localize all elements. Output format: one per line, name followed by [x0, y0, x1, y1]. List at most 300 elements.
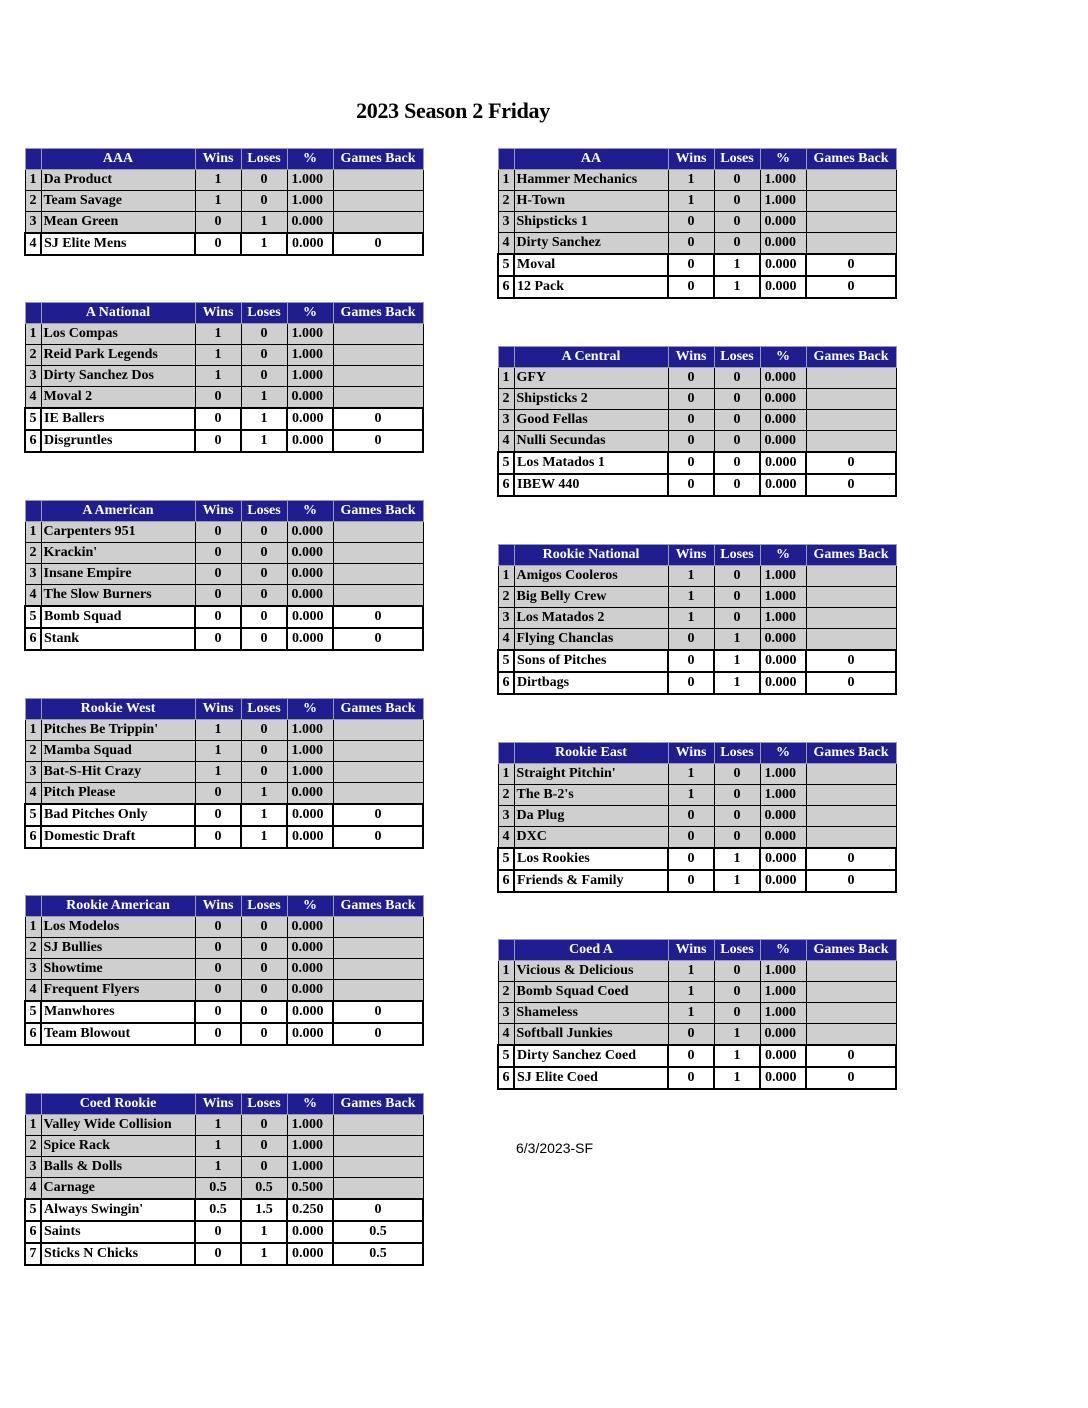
wins-cell: 0	[195, 628, 241, 650]
team-name-cell: Bad Pitches Only	[41, 804, 195, 826]
wins-header: Wins	[195, 149, 241, 170]
table-row	[25, 430, 423, 452]
rank-cell: 4	[25, 233, 41, 255]
team-name-cell: Team Savage	[41, 191, 195, 212]
rank-header	[25, 1094, 41, 1115]
wins-cell: 0	[195, 387, 241, 409]
loses-cell: 0	[241, 720, 287, 741]
table-header-row	[25, 1094, 423, 1115]
games-back-cell: 0	[806, 650, 896, 672]
rank-header	[498, 545, 514, 566]
team-name-cell: Valley Wide Collision	[41, 1115, 195, 1136]
page-title: 2023 Season 2 Friday	[356, 98, 550, 123]
games-back-cell	[333, 543, 423, 564]
wins-cell: 0	[668, 389, 714, 410]
wins-cell: 0	[668, 827, 714, 849]
wins-cell: 0	[668, 629, 714, 651]
pct-cell: 0.000	[287, 783, 333, 805]
wins-cell: 0	[668, 452, 714, 474]
team-name-cell: Los Rookies	[514, 848, 668, 870]
pct-cell: 1.000	[760, 764, 806, 785]
team-name-cell: GFY	[514, 368, 668, 389]
loses-cell: 1	[714, 848, 760, 870]
wins-cell: 0.5	[195, 1178, 241, 1200]
rank-cell: 2	[25, 1136, 41, 1157]
pct-cell: 0.000	[287, 543, 333, 564]
wins-cell: 1	[195, 170, 241, 191]
pct-cell: 0.000	[760, 431, 806, 453]
rank-cell: 1	[498, 764, 514, 785]
rank-cell: 1	[498, 961, 514, 982]
wins-header: Wins	[195, 303, 241, 324]
team-name-cell: Big Belly Crew	[514, 587, 668, 608]
pct-header: %	[287, 501, 333, 522]
wins-cell: 0	[195, 1001, 241, 1023]
games-back-header: Games Back	[333, 896, 423, 917]
wins-cell: 0	[195, 430, 241, 452]
loses-cell: 0	[714, 389, 760, 410]
table-row	[25, 917, 423, 938]
team-name-cell: Los Matados 2	[514, 608, 668, 629]
loses-cell: 0	[714, 764, 760, 785]
team-name-cell: Dirty Sanchez Coed	[514, 1045, 668, 1067]
pct-cell: 1.000	[760, 191, 806, 212]
wins-cell: 0	[195, 783, 241, 805]
team-name-cell: Flying Chanclas	[514, 629, 668, 651]
loses-cell: 0	[714, 608, 760, 629]
loses-cell: 0	[241, 170, 287, 191]
wins-cell: 0	[668, 806, 714, 827]
loses-cell: 0	[241, 628, 287, 650]
table-header-row	[498, 149, 896, 170]
wins-cell: 1	[195, 762, 241, 783]
team-name-cell: Dirty Sanchez Dos	[41, 366, 195, 387]
team-name-cell: Moval 2	[41, 387, 195, 409]
rank-cell: 4	[498, 827, 514, 849]
rank-cell: 2	[25, 938, 41, 959]
games-back-cell	[806, 212, 896, 233]
standings-table-rookie-american	[24, 895, 424, 1046]
table-row	[25, 408, 423, 430]
wins-cell: 0	[195, 980, 241, 1002]
team-name-cell: Pitch Please	[41, 783, 195, 805]
rank-header	[498, 149, 514, 170]
table-row	[25, 720, 423, 741]
wins-cell: 1	[668, 608, 714, 629]
table-header-row	[498, 347, 896, 368]
loses-cell: 1	[714, 650, 760, 672]
loses-cell: 0	[714, 474, 760, 496]
pct-header: %	[760, 940, 806, 961]
table-header-row	[25, 149, 423, 170]
loses-cell: 1	[241, 1221, 287, 1243]
rank-cell: 5	[498, 452, 514, 474]
pct-header: %	[760, 149, 806, 170]
rank-cell: 4	[498, 431, 514, 453]
pct-cell: 1.000	[760, 587, 806, 608]
table-row	[25, 804, 423, 826]
rank-header	[25, 896, 41, 917]
loses-cell: 0	[241, 191, 287, 212]
rank-cell: 6	[25, 1221, 41, 1243]
loses-cell: 0	[241, 366, 287, 387]
pct-cell: 1.000	[287, 366, 333, 387]
rank-cell: 2	[498, 982, 514, 1003]
wins-cell: 0	[668, 410, 714, 431]
table-row	[498, 1003, 896, 1024]
games-back-header: Games Back	[333, 699, 423, 720]
rank-cell: 3	[498, 608, 514, 629]
rank-cell: 3	[25, 1157, 41, 1178]
rank-cell: 4	[25, 387, 41, 409]
games-back-header: Games Back	[806, 545, 896, 566]
rank-cell: 7	[25, 1243, 41, 1265]
table-row	[25, 606, 423, 628]
team-name-cell: Mean Green	[41, 212, 195, 234]
loses-cell: 0	[714, 961, 760, 982]
table-row	[25, 1199, 423, 1221]
loses-cell: 0	[241, 980, 287, 1002]
wins-header: Wins	[668, 940, 714, 961]
wins-cell: 0	[668, 254, 714, 276]
table-row	[25, 1136, 423, 1157]
loses-cell: 0	[714, 233, 760, 255]
wins-cell: 1	[668, 785, 714, 806]
rank-header	[498, 743, 514, 764]
loses-cell: 0	[714, 785, 760, 806]
wins-cell: 0	[195, 804, 241, 826]
team-name-cell: SJ Bullies	[41, 938, 195, 959]
team-name-cell: Mamba Squad	[41, 741, 195, 762]
team-name-cell: Stank	[41, 628, 195, 650]
pct-cell: 0.000	[287, 387, 333, 409]
pct-cell: 1.000	[760, 170, 806, 191]
wins-cell: 0	[195, 1023, 241, 1045]
rank-cell: 5	[25, 804, 41, 826]
team-name-cell: Disgruntles	[41, 430, 195, 452]
table-row	[498, 629, 896, 651]
team-name-cell: Good Fellas	[514, 410, 668, 431]
wins-cell: 0	[668, 1024, 714, 1046]
team-name-cell: Vicious & Delicious	[514, 961, 668, 982]
team-name-cell: Straight Pitchin'	[514, 764, 668, 785]
table-row	[25, 345, 423, 366]
wins-cell: 1	[195, 1115, 241, 1136]
loses-cell: 1	[241, 430, 287, 452]
loses-header: Loses	[241, 699, 287, 720]
table-row	[498, 1045, 896, 1067]
wins-cell: 0	[195, 959, 241, 980]
team-name-cell: SJ Elite Coed	[514, 1067, 668, 1089]
pct-cell: 0.000	[287, 826, 333, 848]
table-header-row	[498, 940, 896, 961]
loses-cell: 0	[714, 982, 760, 1003]
games-back-cell	[333, 387, 423, 409]
pct-cell: 0.000	[760, 806, 806, 827]
team-name-cell: IBEW 440	[514, 474, 668, 496]
loses-cell: 0	[241, 1115, 287, 1136]
games-back-cell: 0	[806, 870, 896, 892]
pct-cell: 0.000	[760, 254, 806, 276]
table-row	[498, 870, 896, 892]
rank-cell: 6	[25, 430, 41, 452]
table-row	[25, 324, 423, 345]
standings-table-rookie-national	[497, 544, 897, 695]
rank-cell: 6	[498, 474, 514, 496]
pct-cell: 0.000	[760, 1045, 806, 1067]
rank-cell: 1	[498, 566, 514, 587]
rank-cell: 4	[498, 233, 514, 255]
table-row	[498, 254, 896, 276]
pct-cell: 0.000	[287, 585, 333, 607]
table-row	[25, 1178, 423, 1200]
league-name: Coed A	[514, 940, 668, 961]
wins-cell: 1	[195, 741, 241, 762]
team-name-cell: Carnage	[41, 1178, 195, 1200]
rank-cell: 5	[25, 1199, 41, 1221]
loses-cell: 1	[714, 870, 760, 892]
games-back-cell	[806, 431, 896, 453]
rank-cell: 3	[25, 564, 41, 585]
rank-cell: 3	[25, 366, 41, 387]
rank-cell: 6	[25, 826, 41, 848]
pct-cell: 1.000	[287, 345, 333, 366]
table-row	[498, 233, 896, 255]
table-row	[25, 1115, 423, 1136]
table-row	[498, 368, 896, 389]
games-back-cell	[333, 170, 423, 191]
pct-cell: 1.000	[760, 566, 806, 587]
standings-table-rookie-east	[497, 742, 897, 893]
team-name-cell: Bomb Squad	[41, 606, 195, 628]
wins-cell: 1	[195, 191, 241, 212]
table-row	[498, 961, 896, 982]
pct-header: %	[287, 303, 333, 324]
rank-cell: 5	[498, 1045, 514, 1067]
pct-cell: 0.000	[287, 1243, 333, 1265]
loses-cell: 0	[714, 191, 760, 212]
games-back-cell: 0	[806, 254, 896, 276]
pct-cell: 0.000	[760, 1024, 806, 1046]
table-row	[498, 191, 896, 212]
table-row	[25, 1221, 423, 1243]
wins-cell: 1	[668, 982, 714, 1003]
games-back-header: Games Back	[333, 149, 423, 170]
games-back-cell: 0	[806, 848, 896, 870]
pct-cell: 0.000	[287, 212, 333, 234]
rank-cell: 6	[498, 1067, 514, 1089]
pct-cell: 0.000	[760, 629, 806, 651]
loses-cell: 0	[241, 345, 287, 366]
team-name-cell: Shameless	[514, 1003, 668, 1024]
rank-cell: 2	[498, 191, 514, 212]
loses-header: Loses	[241, 1094, 287, 1115]
games-back-cell	[333, 959, 423, 980]
loses-cell: 1.5	[241, 1199, 287, 1221]
games-back-cell	[806, 827, 896, 849]
table-row	[25, 564, 423, 585]
wins-cell: 0	[195, 1243, 241, 1265]
games-back-cell: 0	[806, 452, 896, 474]
loses-cell: 0	[241, 1136, 287, 1157]
games-back-cell	[806, 587, 896, 608]
loses-cell: 1	[714, 1024, 760, 1046]
wins-cell: 0	[195, 606, 241, 628]
games-back-cell: 0.5	[333, 1243, 423, 1265]
wins-cell: 0	[195, 522, 241, 543]
table-row	[498, 389, 896, 410]
games-back-cell	[333, 522, 423, 543]
table-row	[498, 1067, 896, 1089]
rank-cell: 3	[25, 212, 41, 234]
table-row	[498, 848, 896, 870]
games-back-cell	[333, 1115, 423, 1136]
games-back-cell	[806, 764, 896, 785]
pct-cell: 0.000	[760, 212, 806, 233]
league-name: Rookie East	[514, 743, 668, 764]
rank-cell: 5	[25, 408, 41, 430]
loses-cell: 1	[241, 387, 287, 409]
games-back-cell	[806, 233, 896, 255]
games-back-cell: 0	[333, 233, 423, 255]
team-name-cell: Krackin'	[41, 543, 195, 564]
team-name-cell: Showtime	[41, 959, 195, 980]
wins-header: Wins	[195, 501, 241, 522]
games-back-cell	[806, 629, 896, 651]
wins-cell: 0	[668, 212, 714, 233]
wins-cell: 0	[668, 368, 714, 389]
loses-cell: 1	[241, 408, 287, 430]
games-back-cell: 0	[806, 1045, 896, 1067]
pct-cell: 1.000	[760, 785, 806, 806]
pct-header: %	[287, 896, 333, 917]
rank-cell: 6	[498, 672, 514, 694]
table-row	[25, 628, 423, 650]
loses-cell: 0	[714, 170, 760, 191]
rank-cell: 5	[25, 606, 41, 628]
wins-header: Wins	[195, 896, 241, 917]
loses-cell: 0	[714, 212, 760, 233]
wins-cell: 1	[195, 324, 241, 345]
team-name-cell: Bomb Squad Coed	[514, 982, 668, 1003]
pct-cell: 0.250	[287, 1199, 333, 1221]
games-back-cell: 0	[333, 430, 423, 452]
loses-header: Loses	[241, 501, 287, 522]
table-header-row	[25, 303, 423, 324]
pct-cell: 0.000	[287, 564, 333, 585]
games-back-cell	[333, 585, 423, 607]
loses-cell: 0	[241, 564, 287, 585]
pct-cell: 0.000	[287, 938, 333, 959]
loses-cell: 0	[241, 324, 287, 345]
team-name-cell: Dirty Sanchez	[514, 233, 668, 255]
games-back-cell: 0	[806, 276, 896, 298]
wins-cell: 0	[668, 233, 714, 255]
table-row	[25, 938, 423, 959]
pct-cell: 0.000	[287, 1023, 333, 1045]
league-name: A American	[41, 501, 195, 522]
table-row	[25, 1157, 423, 1178]
team-name-cell: Spice Rack	[41, 1136, 195, 1157]
loses-header: Loses	[714, 940, 760, 961]
pct-header: %	[760, 743, 806, 764]
loses-cell: 1	[714, 672, 760, 694]
loses-header: Loses	[714, 347, 760, 368]
rank-cell: 3	[498, 1003, 514, 1024]
table-row	[25, 191, 423, 212]
games-back-cell: 0	[333, 408, 423, 430]
wins-cell: 0	[195, 826, 241, 848]
rank-cell: 1	[498, 170, 514, 191]
team-name-cell: Carpenters 951	[41, 522, 195, 543]
table-header-row	[498, 545, 896, 566]
rank-cell: 4	[25, 585, 41, 607]
games-back-cell	[333, 1178, 423, 1200]
wins-cell: 1	[668, 1003, 714, 1024]
pct-cell: 1.000	[287, 741, 333, 762]
pct-cell: 0.000	[760, 827, 806, 849]
rank-header	[25, 149, 41, 170]
pct-cell: 0.000	[287, 1221, 333, 1243]
pct-cell: 0.000	[760, 368, 806, 389]
table-row	[25, 522, 423, 543]
wins-cell: 1	[668, 587, 714, 608]
loses-header: Loses	[241, 896, 287, 917]
table-row	[25, 212, 423, 234]
games-back-cell	[806, 982, 896, 1003]
games-back-cell	[806, 389, 896, 410]
loses-cell: 0	[714, 368, 760, 389]
games-back-cell	[333, 1157, 423, 1178]
team-name-cell: DXC	[514, 827, 668, 849]
games-back-cell: 0	[806, 1067, 896, 1089]
pct-cell: 0.000	[287, 980, 333, 1002]
rank-cell: 2	[25, 345, 41, 366]
wins-cell: 0	[195, 917, 241, 938]
rank-cell: 1	[25, 522, 41, 543]
games-back-cell: 0	[333, 1023, 423, 1045]
loses-cell: 0	[714, 566, 760, 587]
games-back-cell	[806, 1024, 896, 1046]
rank-header	[25, 699, 41, 720]
rank-cell: 3	[498, 410, 514, 431]
pct-cell: 1.000	[287, 1136, 333, 1157]
rank-cell: 4	[25, 783, 41, 805]
games-back-cell	[806, 608, 896, 629]
pct-header: %	[287, 1094, 333, 1115]
wins-cell: 0	[668, 1045, 714, 1067]
loses-cell: 0	[241, 543, 287, 564]
wins-header: Wins	[668, 743, 714, 764]
pct-cell: 1.000	[287, 170, 333, 191]
team-name-cell: The Slow Burners	[41, 585, 195, 607]
wins-cell: 1	[195, 720, 241, 741]
games-back-cell	[333, 917, 423, 938]
pct-cell: 1.000	[760, 982, 806, 1003]
rank-cell: 2	[498, 785, 514, 806]
team-name-cell: Da Plug	[514, 806, 668, 827]
games-back-cell	[806, 1003, 896, 1024]
loses-cell: 0.5	[241, 1178, 287, 1200]
games-back-cell: 0	[333, 804, 423, 826]
rank-cell: 2	[25, 191, 41, 212]
table-row	[498, 650, 896, 672]
table-row	[25, 585, 423, 607]
league-name: Coed Rookie	[41, 1094, 195, 1115]
team-name-cell: H-Town	[514, 191, 668, 212]
rank-cell: 3	[25, 959, 41, 980]
pct-cell: 0.000	[760, 650, 806, 672]
